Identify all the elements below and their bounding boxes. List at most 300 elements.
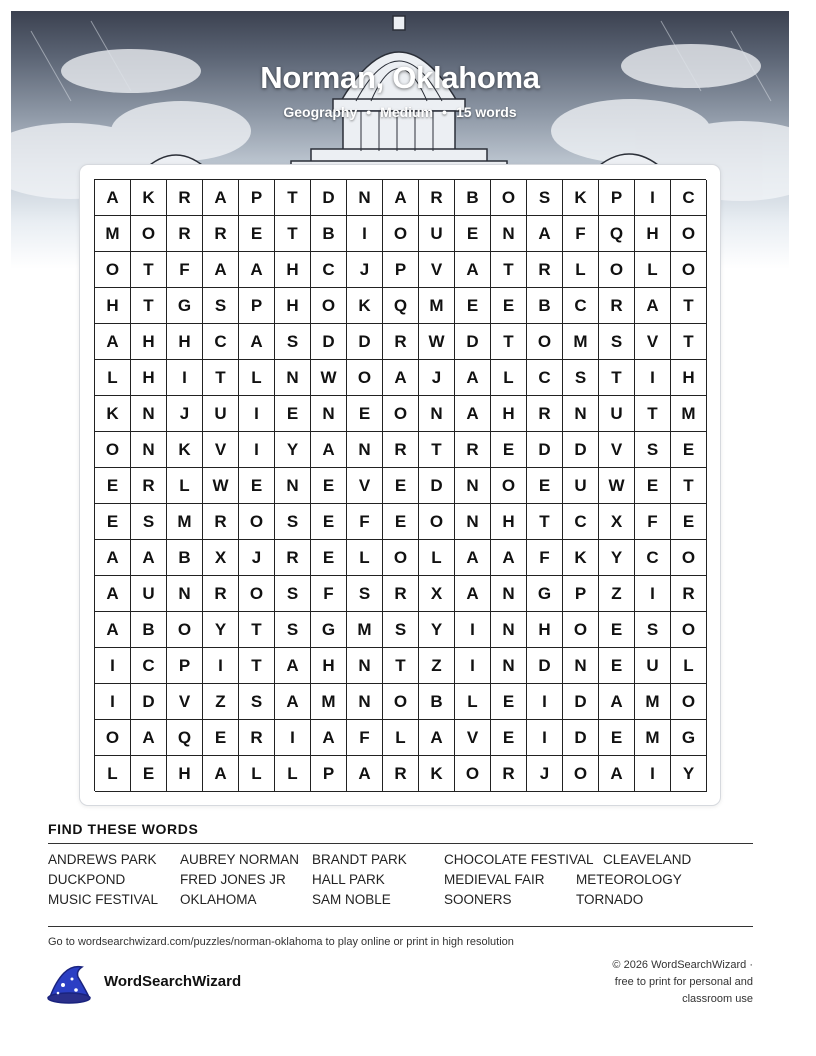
grid-cell[interactable]: T (491, 324, 527, 360)
grid-cell[interactable]: O (419, 504, 455, 540)
grid-cell[interactable]: A (95, 576, 131, 612)
grid-cell[interactable]: H (275, 288, 311, 324)
grid-cell[interactable]: C (131, 648, 167, 684)
grid-cell[interactable]: B (131, 612, 167, 648)
word-list-item: OKLAHOMA (180, 892, 257, 907)
grid-cell[interactable]: M (635, 684, 671, 720)
grid-cell[interactable]: H (131, 360, 167, 396)
grid-cell[interactable]: A (347, 756, 383, 792)
grid-cell[interactable]: E (203, 720, 239, 756)
grid-cell[interactable]: O (527, 324, 563, 360)
grid-cell[interactable]: W (599, 468, 635, 504)
grid-cell[interactable]: S (131, 504, 167, 540)
grid-cell[interactable]: A (203, 180, 239, 216)
grid-cell[interactable]: E (239, 216, 275, 252)
grid-cell[interactable]: T (671, 468, 707, 504)
grid-cell[interactable]: D (419, 468, 455, 504)
grid-cell[interactable]: P (167, 648, 203, 684)
grid-cell[interactable]: O (95, 432, 131, 468)
grid-cell[interactable]: N (131, 396, 167, 432)
grid-cell[interactable]: K (131, 180, 167, 216)
grid-cell[interactable]: D (563, 684, 599, 720)
grid-cell[interactable]: R (167, 216, 203, 252)
grid-cell[interactable]: N (491, 576, 527, 612)
grid-cell[interactable]: S (527, 180, 563, 216)
grid-cell[interactable]: O (131, 216, 167, 252)
grid-cell[interactable]: N (563, 648, 599, 684)
grid-cell[interactable]: O (311, 288, 347, 324)
grid-cell[interactable]: L (635, 252, 671, 288)
grid-cell[interactable]: O (383, 540, 419, 576)
grid-cell[interactable]: O (95, 720, 131, 756)
grid-cell[interactable]: R (383, 324, 419, 360)
grid-cell[interactable]: O (563, 756, 599, 792)
grid-cell[interactable]: A (455, 540, 491, 576)
grid-cell[interactable]: Q (167, 720, 203, 756)
grid-cell[interactable]: O (671, 540, 707, 576)
grid-cell[interactable]: B (419, 684, 455, 720)
grid-cell[interactable]: A (635, 288, 671, 324)
grid-cell[interactable]: A (131, 720, 167, 756)
grid-cell[interactable]: N (347, 684, 383, 720)
grid-cell[interactable]: V (419, 252, 455, 288)
grid-cell[interactable]: D (563, 432, 599, 468)
grid-cell[interactable]: O (671, 684, 707, 720)
grid-cell[interactable]: O (383, 216, 419, 252)
grid-cell[interactable]: T (131, 252, 167, 288)
grid-cell[interactable]: I (455, 612, 491, 648)
grid-cell[interactable]: C (311, 252, 347, 288)
grid-cell[interactable]: P (239, 288, 275, 324)
grid-cell[interactable]: T (527, 504, 563, 540)
grid-cell[interactable]: E (311, 540, 347, 576)
grid-cell[interactable]: M (347, 612, 383, 648)
grid-cell[interactable]: F (635, 504, 671, 540)
grid-cell[interactable]: V (455, 720, 491, 756)
grid-cell[interactable]: O (347, 360, 383, 396)
grid-cell[interactable]: A (203, 252, 239, 288)
grid-cell[interactable]: E (599, 648, 635, 684)
word-count-label: 15 words (455, 104, 517, 120)
grid-cell[interactable]: Y (203, 612, 239, 648)
grid-cell[interactable]: E (491, 432, 527, 468)
grid-cell[interactable]: R (527, 396, 563, 432)
grid-cell[interactable]: K (347, 288, 383, 324)
grid-cell[interactable]: J (347, 252, 383, 288)
grid-cell[interactable]: G (311, 612, 347, 648)
grid-cell[interactable]: R (599, 288, 635, 324)
grid-cell[interactable]: O (671, 252, 707, 288)
grid-cell[interactable]: S (275, 324, 311, 360)
grid-cell[interactable]: I (635, 360, 671, 396)
grid-cell[interactable]: I (95, 684, 131, 720)
grid-cell[interactable]: V (599, 432, 635, 468)
grid-cell[interactable]: R (527, 252, 563, 288)
grid-cell[interactable]: I (635, 756, 671, 792)
grid-cell[interactable]: R (455, 432, 491, 468)
grid-cell[interactable]: C (635, 540, 671, 576)
grid-cell[interactable]: I (167, 360, 203, 396)
grid-cell[interactable]: R (419, 180, 455, 216)
grid-cell[interactable]: I (635, 180, 671, 216)
word-list-item: METEOROLOGY (576, 872, 682, 887)
grid-cell[interactable]: L (275, 756, 311, 792)
grid-cell[interactable]: O (167, 612, 203, 648)
grid-cell[interactable]: D (131, 684, 167, 720)
grid-cell[interactable]: O (671, 216, 707, 252)
grid-cell[interactable]: R (203, 216, 239, 252)
grid-cell[interactable]: A (599, 756, 635, 792)
grid-cell[interactable]: C (203, 324, 239, 360)
grid-cell[interactable]: I (203, 648, 239, 684)
grid-cell[interactable]: H (131, 324, 167, 360)
grid-cell[interactable]: S (599, 324, 635, 360)
word-list-item: SAM NOBLE (312, 892, 391, 907)
grid-cell[interactable]: A (455, 576, 491, 612)
grid-cell[interactable]: S (275, 576, 311, 612)
grid-cell[interactable]: H (671, 360, 707, 396)
grid-cell[interactable]: E (311, 468, 347, 504)
grid-cell[interactable]: R (383, 432, 419, 468)
grid-cell[interactable]: B (455, 180, 491, 216)
grid-cell[interactable]: I (347, 216, 383, 252)
grid-cell[interactable]: Y (671, 756, 707, 792)
grid-cell[interactable]: L (563, 252, 599, 288)
grid-cell[interactable]: U (599, 396, 635, 432)
grid-cell[interactable]: B (527, 288, 563, 324)
grid-cell[interactable]: O (455, 756, 491, 792)
grid-cell[interactable]: A (95, 324, 131, 360)
grid-cell[interactable]: T (491, 252, 527, 288)
grid-cell[interactable]: N (275, 360, 311, 396)
grid-cell[interactable]: H (95, 288, 131, 324)
grid-cell[interactable]: H (527, 612, 563, 648)
grid-cell[interactable]: Q (383, 288, 419, 324)
grid-cell[interactable]: U (203, 396, 239, 432)
grid-cell[interactable]: L (383, 720, 419, 756)
grid-cell[interactable]: E (671, 504, 707, 540)
grid-cell[interactable]: L (239, 360, 275, 396)
grid-cell[interactable]: A (527, 216, 563, 252)
grid-cell[interactable]: E (311, 504, 347, 540)
grid-cell[interactable]: B (167, 540, 203, 576)
word-list-divider (48, 843, 753, 844)
grid-cell[interactable]: J (239, 540, 275, 576)
grid-cell[interactable]: E (95, 504, 131, 540)
grid-cell[interactable]: D (455, 324, 491, 360)
grid-cell[interactable]: C (563, 504, 599, 540)
grid-cell[interactable]: E (599, 720, 635, 756)
grid-cell[interactable]: S (563, 360, 599, 396)
grid-cell[interactable]: T (635, 396, 671, 432)
grid-cell[interactable]: A (455, 252, 491, 288)
grid-cell[interactable]: N (455, 504, 491, 540)
grid-cell[interactable]: M (311, 684, 347, 720)
grid-cell[interactable]: E (635, 468, 671, 504)
grid-cell[interactable]: A (95, 612, 131, 648)
grid-cell[interactable]: N (455, 468, 491, 504)
grid-cell[interactable]: A (275, 648, 311, 684)
word-list-item: CLEAVELAND (603, 852, 692, 867)
grid-cell[interactable]: H (491, 504, 527, 540)
grid-cell[interactable]: K (563, 540, 599, 576)
footer-link-text[interactable]: Go to wordsearchwizard.com/puzzles/norman-oklahoma to play online or print in high resolution (48, 936, 514, 948)
grid-cell[interactable]: T (131, 288, 167, 324)
grid-cell[interactable]: Q (599, 216, 635, 252)
grid-cell[interactable]: O (239, 504, 275, 540)
grid-cell[interactable]: O (95, 252, 131, 288)
grid-cell[interactable]: E (527, 468, 563, 504)
grid-cell[interactable]: U (563, 468, 599, 504)
grid-cell[interactable]: H (167, 756, 203, 792)
grid-cell[interactable]: H (491, 396, 527, 432)
grid-cell[interactable]: T (275, 216, 311, 252)
grid-cell[interactable]: K (167, 432, 203, 468)
grid-cell[interactable]: N (275, 468, 311, 504)
grid-cell[interactable]: N (563, 396, 599, 432)
grid-cell[interactable]: A (95, 540, 131, 576)
word-list-item: SOONERS (444, 892, 512, 907)
grid-cell[interactable]: X (419, 576, 455, 612)
grid-cell[interactable]: R (239, 720, 275, 756)
letter-grid[interactable] (94, 179, 706, 791)
grid-cell[interactable]: O (563, 612, 599, 648)
grid-cell[interactable]: M (95, 216, 131, 252)
grid-cell[interactable]: S (635, 612, 671, 648)
grid-cell[interactable]: E (383, 504, 419, 540)
grid-cell[interactable]: O (491, 180, 527, 216)
grid-cell[interactable]: L (347, 540, 383, 576)
grid-cell[interactable]: E (239, 468, 275, 504)
grid-cell[interactable]: R (275, 540, 311, 576)
grid-cell[interactable]: E (491, 720, 527, 756)
grid-cell[interactable]: A (275, 684, 311, 720)
grid-cell[interactable]: G (671, 720, 707, 756)
grid-cell[interactable]: N (347, 432, 383, 468)
grid-cell[interactable]: L (167, 468, 203, 504)
grid-cell[interactable]: A (491, 540, 527, 576)
grid-cell[interactable]: A (311, 432, 347, 468)
grid-cell[interactable]: T (671, 288, 707, 324)
grid-cell[interactable]: E (275, 396, 311, 432)
grid-cell[interactable]: I (527, 684, 563, 720)
grid-cell[interactable]: L (491, 360, 527, 396)
grid-cell[interactable]: E (599, 612, 635, 648)
grid-cell[interactable]: H (167, 324, 203, 360)
grid-cell[interactable]: R (131, 468, 167, 504)
grid-cell[interactable]: C (527, 360, 563, 396)
grid-cell[interactable]: S (635, 432, 671, 468)
grid-cell[interactable]: O (671, 612, 707, 648)
grid-cell[interactable]: K (563, 180, 599, 216)
grid-cell[interactable]: A (383, 360, 419, 396)
grid-cell[interactable]: E (131, 756, 167, 792)
grid-cell[interactable]: A (131, 540, 167, 576)
grid-cell[interactable]: W (203, 468, 239, 504)
grid-cell[interactable]: F (527, 540, 563, 576)
grid-cell[interactable]: N (491, 648, 527, 684)
grid-cell[interactable]: T (383, 648, 419, 684)
grid-cell[interactable]: P (239, 180, 275, 216)
grid-cell[interactable]: F (167, 252, 203, 288)
meta-separator: • (442, 104, 447, 120)
grid-cell[interactable]: N (491, 216, 527, 252)
grid-cell[interactable]: L (95, 360, 131, 396)
grid-cell[interactable]: M (167, 504, 203, 540)
grid-cell[interactable]: I (455, 648, 491, 684)
grid-cell[interactable]: H (311, 648, 347, 684)
grid-cell[interactable]: N (311, 396, 347, 432)
grid-cell[interactable]: R (167, 180, 203, 216)
grid-cell[interactable]: S (275, 504, 311, 540)
grid-cell[interactable]: G (527, 576, 563, 612)
grid-cell[interactable]: E (491, 684, 527, 720)
grid-cell[interactable]: O (239, 576, 275, 612)
grid-cell[interactable]: R (383, 576, 419, 612)
grid-cell[interactable]: S (203, 288, 239, 324)
grid-cell[interactable]: F (347, 504, 383, 540)
grid-cell[interactable]: L (455, 684, 491, 720)
grid-cell[interactable]: R (491, 756, 527, 792)
grid-cell[interactable]: T (419, 432, 455, 468)
grid-cell[interactable]: N (167, 576, 203, 612)
grid-cell[interactable]: L (419, 540, 455, 576)
grid-cell[interactable]: M (635, 720, 671, 756)
grid-cell[interactable]: S (239, 684, 275, 720)
grid-cell[interactable]: D (311, 324, 347, 360)
grid-cell[interactable]: M (563, 324, 599, 360)
grid-cell[interactable]: K (95, 396, 131, 432)
grid-cell[interactable]: R (203, 504, 239, 540)
grid-cell[interactable]: C (563, 288, 599, 324)
grid-cell[interactable]: A (95, 180, 131, 216)
grid-cell[interactable]: G (167, 288, 203, 324)
grid-cell[interactable]: D (527, 432, 563, 468)
grid-cell[interactable]: N (131, 432, 167, 468)
grid-cell[interactable]: L (671, 648, 707, 684)
grid-cell[interactable]: Y (599, 540, 635, 576)
grid-cell[interactable]: N (419, 396, 455, 432)
grid-cell[interactable]: H (635, 216, 671, 252)
grid-cell[interactable]: A (203, 756, 239, 792)
grid-cell[interactable]: E (347, 396, 383, 432)
grid-cell[interactable]: N (347, 180, 383, 216)
grid-cell[interactable]: I (635, 576, 671, 612)
grid-cell[interactable]: S (383, 612, 419, 648)
grid-cell[interactable]: A (383, 180, 419, 216)
grid-cell[interactable]: E (455, 216, 491, 252)
grid-cell[interactable]: R (671, 576, 707, 612)
grid-cell[interactable]: E (671, 432, 707, 468)
grid-cell[interactable]: Z (599, 576, 635, 612)
grid-cell[interactable]: V (635, 324, 671, 360)
grid-cell[interactable]: J (167, 396, 203, 432)
grid-cell[interactable]: Z (203, 684, 239, 720)
grid-cell[interactable]: I (527, 720, 563, 756)
grid-cell[interactable]: H (275, 252, 311, 288)
grid-cell[interactable]: A (239, 252, 275, 288)
grid-cell[interactable]: I (239, 432, 275, 468)
grid-cell[interactable]: A (239, 324, 275, 360)
grid-cell[interactable]: O (383, 396, 419, 432)
grid-cell[interactable]: T (599, 360, 635, 396)
grid-cell[interactable]: U (131, 576, 167, 612)
grid-cell[interactable]: W (311, 360, 347, 396)
grid-cell[interactable]: D (563, 720, 599, 756)
grid-cell[interactable]: X (203, 540, 239, 576)
grid-cell[interactable]: C (671, 180, 707, 216)
grid-cell[interactable]: V (203, 432, 239, 468)
grid-cell[interactable]: I (239, 396, 275, 432)
grid-cell[interactable]: I (275, 720, 311, 756)
grid-cell[interactable]: W (419, 324, 455, 360)
grid-cell[interactable]: Y (419, 612, 455, 648)
grid-cell[interactable]: N (491, 612, 527, 648)
grid-cell[interactable]: P (383, 252, 419, 288)
grid-cell[interactable]: D (311, 180, 347, 216)
grid-cell[interactable]: E (455, 288, 491, 324)
grid-cell[interactable]: J (419, 360, 455, 396)
grid-cell[interactable]: F (311, 576, 347, 612)
grid-cell[interactable]: E (383, 468, 419, 504)
grid-cell[interactable]: P (311, 756, 347, 792)
grid-cell[interactable]: A (599, 684, 635, 720)
grid-cell[interactable]: R (203, 576, 239, 612)
grid-cell[interactable]: I (95, 648, 131, 684)
grid-cell[interactable]: V (347, 468, 383, 504)
grid-cell[interactable]: N (347, 648, 383, 684)
grid-cell[interactable]: B (311, 216, 347, 252)
grid-cell[interactable]: P (599, 180, 635, 216)
grid-cell[interactable]: T (671, 324, 707, 360)
grid-cell[interactable]: T (203, 360, 239, 396)
grid-cell[interactable]: O (383, 684, 419, 720)
grid-cell[interactable]: Y (275, 432, 311, 468)
grid-cell[interactable]: T (239, 612, 275, 648)
grid-cell[interactable]: K (419, 756, 455, 792)
grid-cell[interactable]: T (275, 180, 311, 216)
grid-cell[interactable]: O (599, 252, 635, 288)
grid-cell[interactable]: R (383, 756, 419, 792)
grid-cell[interactable]: E (491, 288, 527, 324)
grid-cell[interactable]: U (635, 648, 671, 684)
grid-cell[interactable]: F (563, 216, 599, 252)
grid-cell[interactable]: X (599, 504, 635, 540)
grid-cell[interactable]: O (491, 468, 527, 504)
grid-cell[interactable]: F (347, 720, 383, 756)
grid-cell[interactable]: D (347, 324, 383, 360)
grid-cell[interactable]: P (563, 576, 599, 612)
grid-cell[interactable]: A (311, 720, 347, 756)
grid-cell[interactable]: E (95, 468, 131, 504)
grid-cell[interactable]: S (347, 576, 383, 612)
grid-cell[interactable]: D (527, 648, 563, 684)
grid-cell[interactable]: L (239, 756, 275, 792)
grid-cell[interactable]: A (455, 360, 491, 396)
grid-cell[interactable]: Z (419, 648, 455, 684)
grid-cell[interactable]: T (239, 648, 275, 684)
puzzle-title: Norman, Oklahoma (260, 60, 540, 95)
grid-cell[interactable]: M (671, 396, 707, 432)
grid-cell[interactable]: J (527, 756, 563, 792)
grid-cell[interactable]: A (455, 396, 491, 432)
grid-cell[interactable]: A (419, 720, 455, 756)
grid-cell[interactable]: S (275, 612, 311, 648)
grid-cell[interactable]: L (95, 756, 131, 792)
grid-cell[interactable]: U (419, 216, 455, 252)
grid-cell[interactable]: M (419, 288, 455, 324)
grid-cell[interactable]: V (167, 684, 203, 720)
